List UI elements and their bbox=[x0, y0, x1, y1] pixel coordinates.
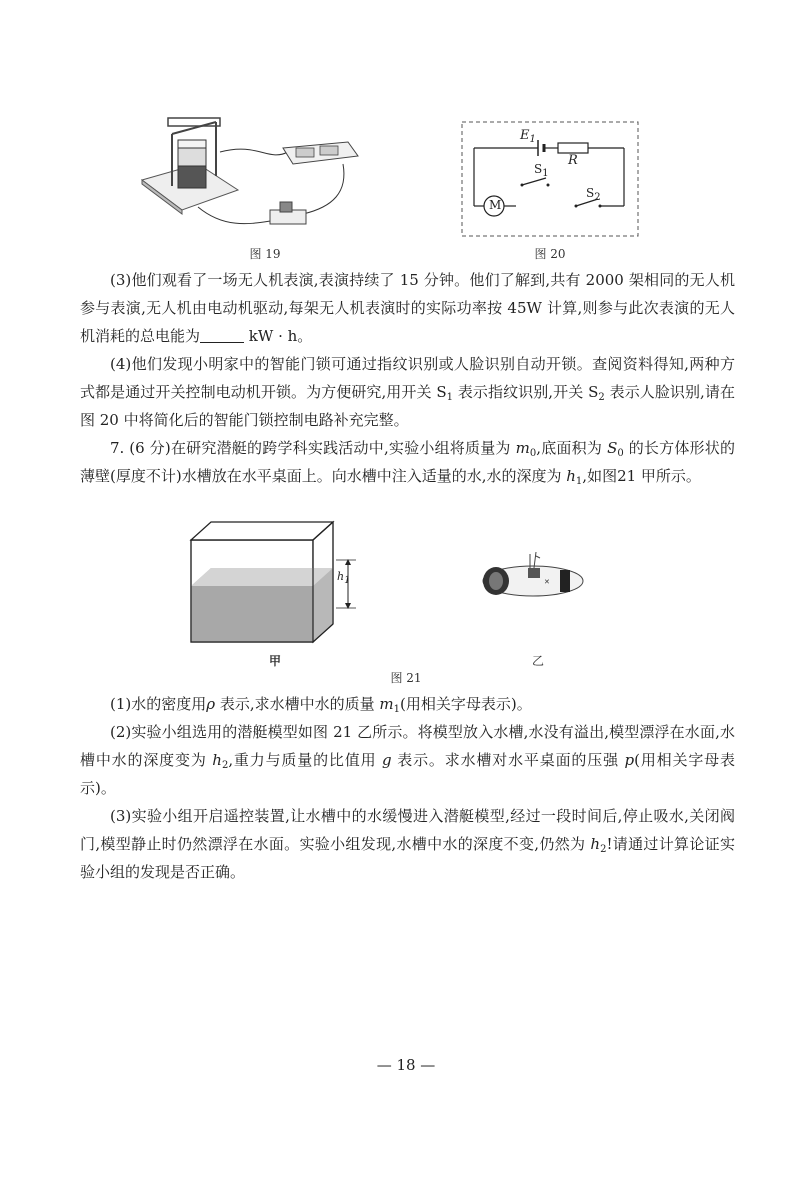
svg-text:✕: ✕ bbox=[544, 578, 550, 586]
question-7-parts bbox=[80, 690, 735, 886]
answer-blank[interactable] bbox=[200, 326, 244, 343]
question-7-stem: 7. (6 分)在研究潜艇的跨学科实践活动中,实验小组将质量为 $m_0$,底面积为 $S_0$ 的长方体形状的薄壁(厚度不计)水槽放在水平桌面上。向水槽中注入适量的水,水的深度为 $h_1$,如图21 甲所示。 bbox=[80, 439, 735, 487]
figure-20-caption: 图 20 bbox=[534, 247, 566, 261]
figure-20-circuit bbox=[460, 120, 642, 240]
circuit-label-E: $E_1$ bbox=[520, 128, 536, 145]
figure-19-apparatus bbox=[138, 112, 388, 237]
figure-21-left-label: 甲 bbox=[268, 654, 281, 668]
question-7-1: (1)水的密度用ρ 表示,求水槽中水的质量 $m_1$(用相关字母表示)。 bbox=[110, 695, 532, 715]
question-3: (3)他们观看了一场无人机表演,表演持续了 15 分钟。他们了解到,共有 2000 架相同的无人机参与表演,无人机由电动机驱动,每架无人机表演时的实际功率按 45W 计算,则参与此次表演的无人机消耗的总电能为 kW · h。 bbox=[80, 271, 735, 345]
figure-21-caption: 图 21 bbox=[390, 671, 422, 685]
figure-19-caption: 图 19 bbox=[249, 247, 281, 261]
circuit-label-M: M bbox=[489, 198, 502, 212]
questions-3-4 bbox=[80, 266, 735, 490]
page-number: — 18 — bbox=[376, 1056, 436, 1074]
question-4: (4)他们发现小明家中的智能门锁可通过指纹识别或人脸识别自动开锁。查阅资料得知,两种方式都是通过开关控制电动机开锁。为方便研究,用开关 $S_1$ 表示指纹识别,开关 $S_2$ 表示人脸识别,请在图 20 中将简化后的智能门锁控制电路补充完整。 bbox=[80, 355, 735, 429]
figure-21-right-label: 乙 bbox=[531, 654, 544, 668]
circuit-label-R: R bbox=[568, 153, 578, 168]
question-7-3: (3)实验小组开启遥控装置,让水槽中的水缓慢进入潜艇模型,经过一段时间后,停止吸水,关闭阀门,模型静止时仍然漂浮在水面。实验小组发现,水槽中水的深度不变,仍然为 $h_2$!请通过计算论证实验小组的发现是否正确。 bbox=[80, 807, 735, 881]
question-7-2: (2)实验小组选用的潜艇模型如图 21 乙所示。将模型放入水槽,水没有溢出,模型漂浮在水面,水槽中水的深度变为 $h_2$,重力与质量的比值用 g 表示。求水槽对水平桌面的压强 p(用相关字母表示)。 bbox=[80, 723, 735, 797]
circuit-label-S2: $S_2$ bbox=[586, 186, 601, 203]
figure-21-submarine bbox=[478, 548, 588, 608]
tank-height-label: $h_1$ bbox=[337, 570, 351, 586]
circuit-label-S1: $S_1$ bbox=[534, 162, 549, 179]
